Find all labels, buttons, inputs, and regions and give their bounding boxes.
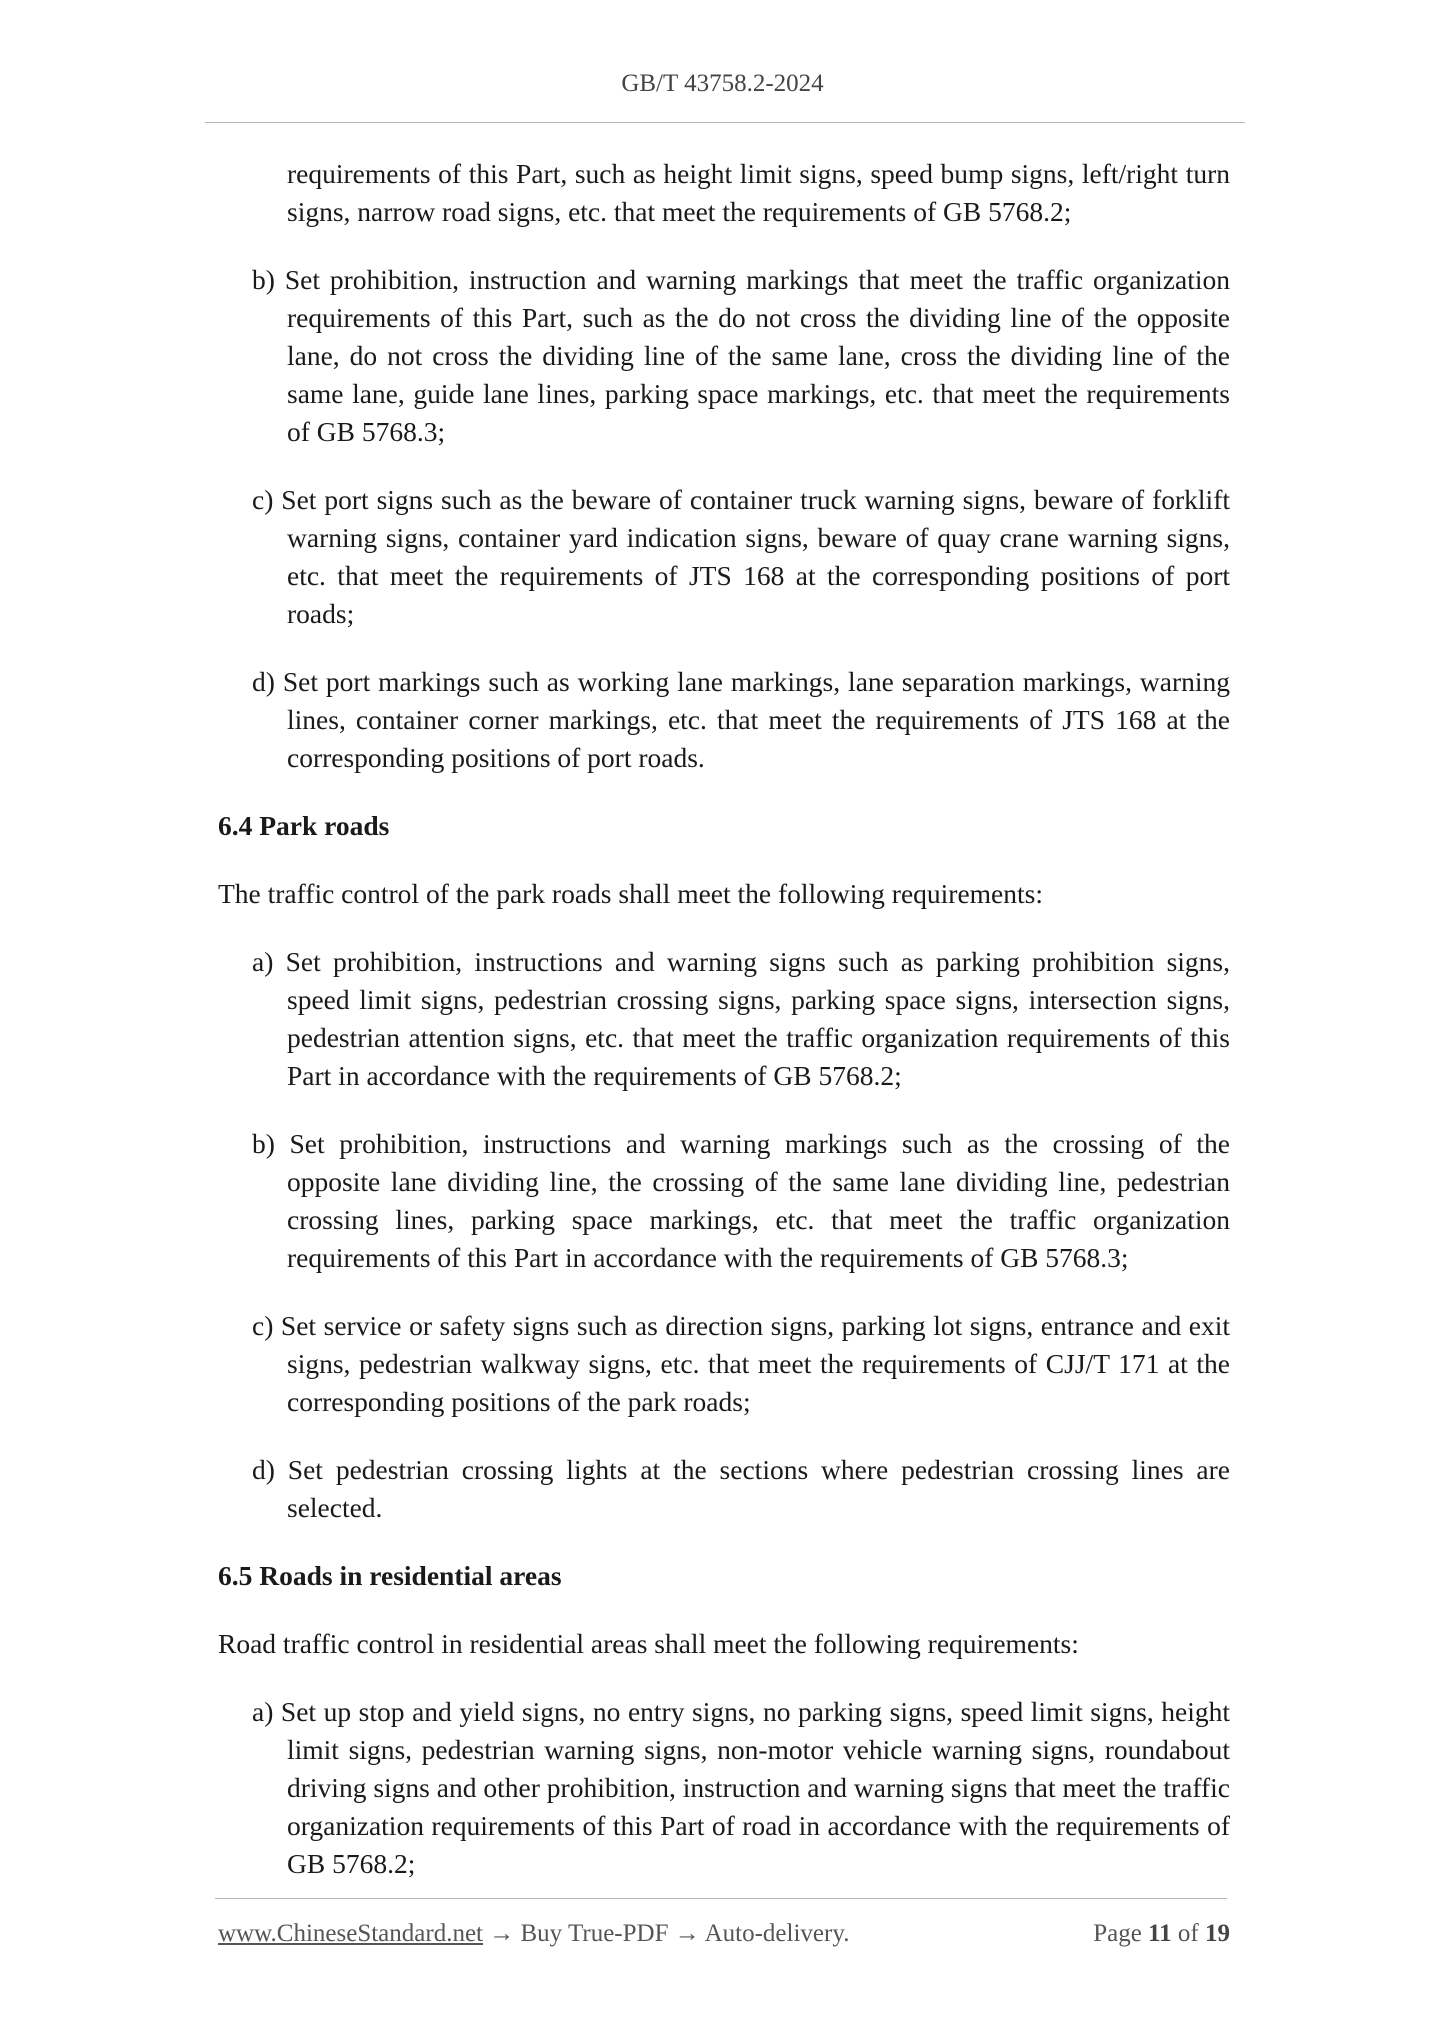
section-intro-6-4: The traffic control of the park roads shall meet the following requirements:	[218, 878, 1043, 909]
footer-promo-text: → Buy True-PDF → Auto-delivery.	[483, 1920, 850, 1947]
footer-left	[218, 1920, 849, 1948]
list-item-6-4-d: d) Set pedestrian crossing lights at the sections where pedestrian crossing lines are selected.	[252, 1454, 1230, 1523]
document-body	[218, 155, 1230, 1913]
section-intro-6-5: Road traffic control in residential areas shall meet the following requirements:	[218, 1628, 1079, 1659]
list-item-6-4-a: a) Set prohibition, instructions and warning signs such as parking prohibition signs, speed limit signs, pedestrian crossing signs, parking space signs, intersection signs, pedestrian attention signs, etc. that meet the traffic organization requirements of this Part in accordance with the requirements of GB 5768.2;	[252, 946, 1230, 1091]
page-total-number: 19	[1205, 1920, 1230, 1947]
list-item-c: c) Set port signs such as the beware of container truck warning signs, beware of forklift warning signs, container yard indication signs, beware of quay crane warning signs, etc. that meet the requirements of JTS 168 at the corresponding positions of port roads;	[252, 484, 1230, 629]
list-item-6-5-a: a) Set up stop and yield signs, no entry signs, no parking signs, speed limit signs, height limit signs, pedestrian warning signs, non-motor vehicle warning signs, roundabout driving signs and other prohibition, instruction and warning signs that meet the traffic organization requirements of this Part of road in accordance with the requirements of GB 5768.2;	[252, 1696, 1230, 1879]
list-item-continuation: requirements of this Part, such as height limit signs, speed bump signs, left/right turn signs, narrow road signs, etc. that meet the requirements of GB 5768.2;	[287, 158, 1230, 227]
website-link[interactable]: www.ChineseStandard.net	[218, 1920, 483, 1947]
footer-divider	[215, 1898, 1227, 1899]
section-heading-6-5: 6.5 Roads in residential areas	[218, 1560, 562, 1591]
page-of-label: of	[1177, 1920, 1199, 1947]
list-item-6-4-c: c) Set service or safety signs such as direction signs, parking lot signs, entrance and exit signs, pedestrian walkway signs, etc. that meet the requirements of CJJ/T 171 at the corresponding positions of the park roads;	[252, 1310, 1230, 1417]
list-item-6-4-b: b) Set prohibition, instructions and warning markings such as the crossing of the opposite lane dividing line, the crossing of the same lane dividing line, pedestrian crossing lines, parking space markings, etc. that meet the traffic organization requirements of this Part in accordance with the requirements of GB 5768.3;	[252, 1128, 1230, 1273]
page-label: Page	[1093, 1920, 1142, 1947]
document-header-title: GB/T 43758.2-2024	[621, 70, 824, 97]
page-footer	[218, 1920, 1230, 1948]
section-heading-6-4: 6.4 Park roads	[218, 810, 390, 841]
list-item-d: d) Set port markings such as working lane markings, lane separation markings, warning lines, container corner markings, etc. that meet the requirements of JTS 168 at the corresponding positions of port roads.	[252, 666, 1230, 773]
list-item-b: b) Set prohibition, instruction and warning markings that meet the traffic organization requirements of this Part, such as the do not cross the dividing line of the opposite lane, do not cross the dividing line of the same lane, cross the dividing line of the same lane, guide lane lines, parking space markings, etc. that meet the requirements of GB 5768.3;	[252, 264, 1230, 447]
header-divider	[205, 122, 1245, 123]
page-indicator	[1093, 1920, 1230, 1948]
page-current-number: 11	[1148, 1920, 1172, 1947]
